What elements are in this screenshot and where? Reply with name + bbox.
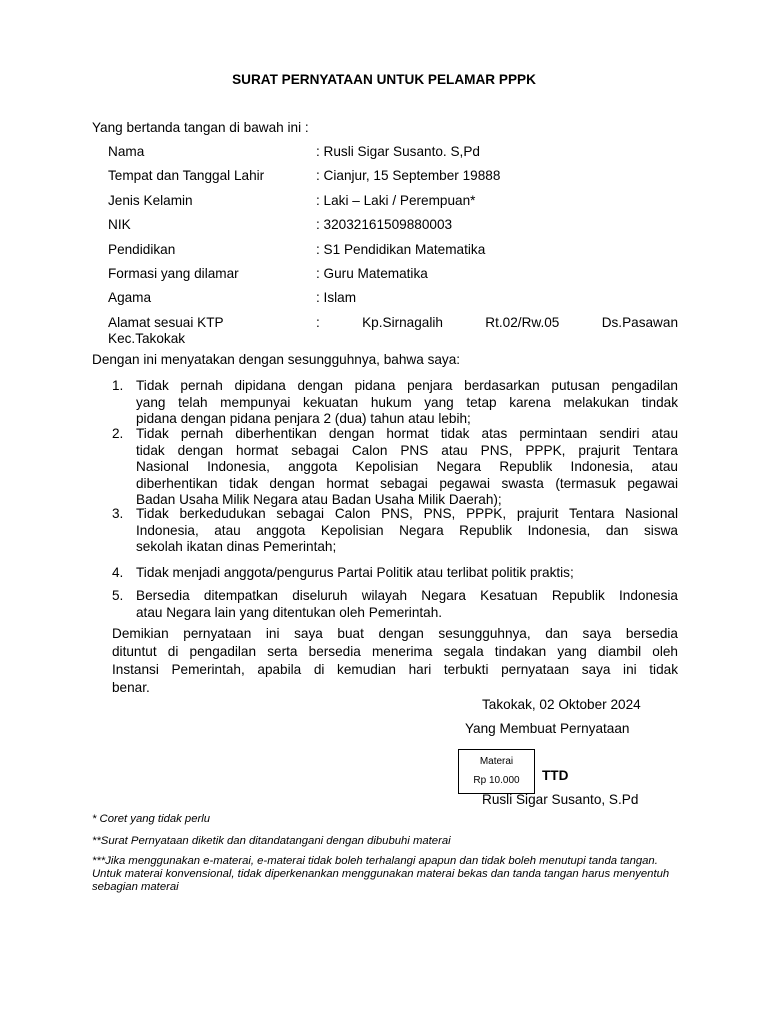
text-line: Bersedia ditempatkan diseluruh wilayah Negara Kesatuan Republik Indonesia [136,588,678,603]
intro-text: Yang bertanda tangan di bawah ini : [92,120,309,135]
text-line: Instansi Pemerintah, apabila di kemudian hari terbukti pernyataan saya ini tidak [112,662,678,677]
field-row [108,144,678,168]
field-row [108,168,678,192]
field-value: : Laki – Laki / Perempuan* [316,192,476,208]
list-item-text [136,506,678,556]
field-row [108,193,678,217]
field-value: : Cianjur, 15 September 19888 [316,168,501,184]
list-number: 5. [112,588,124,603]
text-line: Nasional Indonesia, anggota Kepolisian Negara Republik Indonesia, atau [136,459,678,474]
text-line: Indonesia, atau anggota Kepolisian Negara Republik Indonesia, dan siswa [136,522,678,538]
text-line: pidana dengan pidana penjara 2 (dua) tahun atau lebih; [136,411,471,426]
text-line: tidak dengan hormat sebagai Calon PNS atau PNS, PPPK, prajurit Tentara [136,442,678,458]
address-part: Kp.Sirnagalih [362,314,443,330]
stamp-box [458,749,535,794]
field-value: : Islam [316,290,357,306]
address-value [316,315,678,332]
address-row [108,315,678,351]
text-line: Tidak menjadi anggota/pengurus Partai Politik atau terlibat politik praktis; [136,565,574,580]
text-line: yang telah mempunyai kekuatan hukum yang tetap karena melakukan tindak [136,394,678,410]
footnote: ***Jika menggunakan e-materai, e-materai tidak boleh terhalangi apapun dan tidak boleh menutupi tanda tangan. Untuk materai konvensional, tidak diperkenankan menggunakan materai bekas dan tanda tangan harus menyentuh sebagian materai [92,855,670,894]
text-line: sekolah ikatan dinas Pemerintah; [136,539,337,554]
field-label: Nama [108,144,145,159]
field-row [108,217,678,241]
field-row [108,290,678,314]
closing-paragraph [112,626,678,698]
text-line: dituntut di pengadilan serta bersedia menerima segala tindakan yang diambil oleh [112,644,678,659]
stamp-amount: Rp 10.000 [473,775,520,786]
field-label: Agama [108,290,152,306]
list-item-text [136,588,678,621]
list-item-text [136,426,678,509]
stamp-label: Materai [479,756,514,767]
text-line: diberhentikan tidak dengan hormat sebagai pegawai swasta (termasuk pegawai [136,475,678,491]
text-line: Tidak berkedudukan sebagai Calon PNS, PNS, PPPK, prajurit Tentara Nasional [136,506,678,521]
maker-label: Yang Membuat Pernyataan [465,721,630,736]
field-row [108,266,678,290]
list-number: 3. [112,506,124,521]
list-item-text [136,565,678,582]
address-part: Rt.02/Rw.05 [485,314,560,330]
address-colon: : [316,314,320,330]
field-label: Formasi yang dilamar [108,265,239,281]
list-number: 4. [112,565,124,580]
identity-fields [108,144,678,351]
field-label: Pendidikan [108,241,176,257]
footnote: * Coret yang tidak perlu [92,813,211,825]
text-line: Tidak pernah diberhentikan dengan hormat tidak atas permintaan sendiri atau [136,426,678,441]
signer-name: Rusli Sigar Susanto, S.Pd [482,792,639,807]
address-label: Alamat sesuai KTP [108,314,224,330]
place-date: Takokak, 02 Oktober 2024 [482,697,641,712]
address-line-2: Kec.Takokak [108,330,186,346]
text-line: Badan Usaha Milik Negara atau Badan Usaha Milik Daerah); [136,492,502,507]
field-value: : S1 Pendidikan Matematika [316,241,486,257]
text-line: atau Negara lain yang ditentukan oleh Pemerintah. [136,604,443,620]
field-label: Jenis Kelamin [108,192,193,208]
declaration-intro: Dengan ini menyatakan dengan sesungguhnya, bahwa saya: [92,352,461,367]
field-value: : 32032161509880003 [316,217,453,233]
address-part: Ds.Pasawan [601,314,678,330]
text-line: Tidak pernah dipidana dengan pidana penjara berdasarkan putusan pengadilan [136,378,678,393]
list-number: 2. [112,426,124,441]
field-label: Tempat dan Tanggal Lahir [108,168,265,184]
field-row [108,242,678,266]
document-title: SURAT PERNYATAAN UNTUK PELAMAR PPPK [232,72,536,87]
field-value: : Rusli Sigar Susanto. S,Pd [316,144,480,159]
list-number: 1. [112,378,124,393]
signature-mark: TTD [542,768,569,783]
field-label: NIK [108,217,131,233]
field-value: : Guru Matematika [316,265,428,281]
text-line: Demikian pernyataan ini saya buat dengan sesungguhnya, dan saya bersedia [112,626,678,641]
list-item-text [136,378,678,428]
text-line: benar. [112,680,150,695]
footnote: **Surat Pernyataan diketik dan ditandatangani dengan dibubuhi materai [92,835,451,847]
